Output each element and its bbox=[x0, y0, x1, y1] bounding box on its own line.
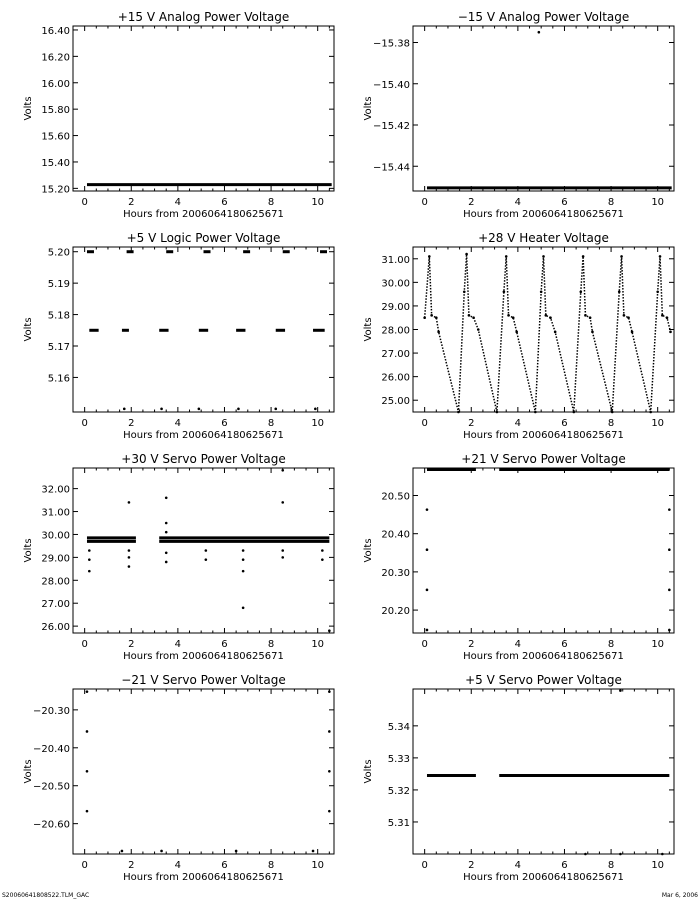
data-point bbox=[237, 408, 240, 411]
x-tick-label: 10 bbox=[311, 639, 325, 650]
data-point bbox=[88, 570, 91, 573]
y-tick-label: 20.30 bbox=[381, 567, 410, 579]
y-tick-label: −15.44 bbox=[372, 162, 410, 174]
plot-frame bbox=[413, 468, 674, 633]
y-tick-label: −15.38 bbox=[372, 38, 410, 50]
y-tick-label: 28.00 bbox=[381, 325, 410, 337]
data-point bbox=[328, 810, 331, 813]
data-point bbox=[321, 558, 324, 561]
y-tick-label: 5.33 bbox=[387, 753, 410, 765]
x-tick-label: 2 bbox=[468, 418, 475, 429]
x-axis-label: Hours from 2006064180625671 bbox=[123, 430, 284, 441]
x-tick-label: 0 bbox=[81, 197, 88, 208]
data-point bbox=[198, 408, 201, 411]
data-point bbox=[426, 589, 429, 592]
x-tick-label: 10 bbox=[651, 197, 665, 208]
data-point bbox=[281, 549, 284, 552]
y-tick-label: 26.00 bbox=[41, 622, 70, 634]
y-tick-label: 15.20 bbox=[41, 184, 70, 196]
x-axis-label: Hours from 2006064180625671 bbox=[463, 430, 624, 441]
data-point bbox=[281, 501, 284, 504]
chart-title: −15 V Analog Power Voltage bbox=[457, 10, 630, 24]
y-tick-label: −20.30 bbox=[32, 705, 70, 717]
chart-5 bbox=[363, 452, 674, 662]
x-tick-label: 6 bbox=[221, 860, 228, 871]
data-point bbox=[321, 549, 324, 552]
data-point bbox=[165, 522, 168, 525]
x-tick-label: 2 bbox=[468, 639, 475, 650]
x-tick-label: 0 bbox=[421, 639, 428, 650]
data-point bbox=[281, 556, 284, 559]
data-point bbox=[426, 629, 429, 632]
y-axis-label: Volts bbox=[363, 538, 374, 563]
data-point bbox=[165, 551, 168, 554]
x-tick-label: 2 bbox=[468, 197, 475, 208]
x-tick-label: 8 bbox=[607, 860, 615, 871]
y-tick-label: 5.18 bbox=[47, 310, 70, 322]
chart-2 bbox=[23, 231, 334, 441]
chart-title: +21 V Servo Power Voltage bbox=[461, 452, 626, 466]
chart-4 bbox=[23, 452, 334, 662]
x-axis-label: Hours from 2006064180625671 bbox=[463, 872, 624, 883]
x-tick-label: 6 bbox=[561, 418, 568, 429]
chart-title: +30 V Servo Power Voltage bbox=[121, 452, 286, 466]
x-tick-label: 4 bbox=[174, 860, 182, 871]
x-axis-label: Hours from 2006064180625671 bbox=[463, 651, 624, 662]
data-point bbox=[128, 565, 131, 568]
chart-7 bbox=[363, 673, 674, 883]
y-tick-label: 5.16 bbox=[47, 373, 70, 385]
data-point bbox=[165, 531, 168, 534]
x-tick-label: 4 bbox=[514, 418, 522, 429]
y-tick-label: 26.00 bbox=[381, 372, 410, 384]
x-tick-label: 6 bbox=[561, 860, 568, 871]
y-tick-label: 15.80 bbox=[41, 105, 70, 117]
x-tick-label: 8 bbox=[607, 639, 615, 650]
chart-title: +5 V Servo Power Voltage bbox=[465, 673, 622, 687]
data-point bbox=[123, 408, 126, 411]
y-tick-label: 15.40 bbox=[41, 157, 70, 169]
chart-1 bbox=[363, 10, 674, 220]
y-tick-label: 16.00 bbox=[41, 78, 70, 90]
y-axis-label: Volts bbox=[23, 96, 34, 121]
y-tick-label: 5.20 bbox=[47, 247, 70, 259]
data-point bbox=[314, 408, 317, 411]
x-tick-label: 6 bbox=[561, 639, 568, 650]
data-point bbox=[165, 561, 168, 564]
y-tick-label: 30.00 bbox=[41, 530, 70, 542]
x-tick-label: 4 bbox=[174, 418, 182, 429]
y-tick-label: −15.42 bbox=[372, 121, 410, 132]
x-tick-label: 2 bbox=[468, 860, 475, 871]
x-tick-label: 10 bbox=[651, 418, 665, 429]
y-tick-label: −20.60 bbox=[32, 819, 70, 831]
data-point bbox=[242, 570, 245, 573]
x-tick-label: 0 bbox=[421, 197, 428, 208]
chart-title: −21 V Servo Power Voltage bbox=[121, 673, 286, 687]
data-point bbox=[426, 548, 429, 551]
data-point bbox=[86, 730, 89, 733]
x-tick-label: 6 bbox=[221, 197, 228, 208]
y-tick-label: 32.00 bbox=[41, 484, 70, 496]
y-tick-label: −20.50 bbox=[32, 781, 70, 793]
chart-3 bbox=[363, 231, 674, 441]
x-tick-label: 8 bbox=[267, 860, 275, 871]
data-point bbox=[668, 589, 671, 592]
data-point bbox=[242, 606, 245, 609]
y-tick-label: 16.40 bbox=[41, 25, 70, 37]
y-axis-label: Volts bbox=[23, 538, 34, 563]
data-point bbox=[312, 850, 315, 853]
y-tick-label: 5.17 bbox=[47, 342, 70, 353]
data-point bbox=[328, 770, 331, 773]
data-point bbox=[88, 558, 91, 561]
x-tick-label: 2 bbox=[128, 639, 135, 650]
y-axis-label: Volts bbox=[23, 317, 34, 342]
x-tick-label: 10 bbox=[311, 418, 325, 429]
y-tick-label: 5.19 bbox=[47, 279, 70, 291]
y-tick-label: 30.00 bbox=[381, 278, 410, 290]
x-axis-label: Hours from 2006064180625671 bbox=[463, 209, 624, 220]
data-point bbox=[426, 508, 429, 511]
chart-title: +15 V Analog Power Voltage bbox=[117, 10, 290, 24]
y-tick-label: −20.40 bbox=[32, 743, 70, 755]
y-tick-label: 5.32 bbox=[387, 785, 410, 797]
chart-title: +28 V Heater Voltage bbox=[478, 231, 609, 245]
y-tick-label: 20.20 bbox=[381, 606, 410, 618]
data-point bbox=[86, 690, 89, 693]
x-tick-label: 10 bbox=[311, 197, 325, 208]
x-tick-label: 8 bbox=[267, 197, 275, 208]
chart-6 bbox=[23, 673, 334, 883]
y-tick-label: 16.20 bbox=[41, 52, 70, 64]
chart-title: +5 V Logic Power Voltage bbox=[126, 231, 281, 245]
data-point bbox=[205, 549, 208, 552]
y-tick-label: 27.00 bbox=[41, 599, 70, 611]
data-point bbox=[128, 501, 131, 504]
x-tick-label: 0 bbox=[81, 639, 88, 650]
x-tick-label: 2 bbox=[128, 418, 135, 429]
plot-frame bbox=[73, 468, 334, 633]
x-tick-label: 8 bbox=[267, 639, 275, 650]
data-point bbox=[274, 408, 277, 411]
y-axis-label: Volts bbox=[363, 317, 374, 342]
footer-date-label: Mar 6, 2006 bbox=[661, 892, 698, 899]
data-point bbox=[121, 850, 124, 853]
plot-frame bbox=[73, 26, 334, 191]
x-tick-label: 10 bbox=[651, 639, 665, 650]
y-axis-label: Volts bbox=[363, 96, 374, 121]
plot-frame bbox=[413, 689, 674, 854]
y-tick-label: 15.60 bbox=[41, 131, 70, 143]
data-point bbox=[128, 549, 131, 552]
x-tick-label: 10 bbox=[311, 860, 325, 871]
x-tick-label: 0 bbox=[81, 860, 88, 871]
x-tick-label: 6 bbox=[221, 418, 228, 429]
data-point bbox=[619, 853, 622, 856]
data-point bbox=[242, 558, 245, 561]
y-tick-label: 29.00 bbox=[41, 553, 70, 565]
data-point bbox=[619, 689, 622, 692]
y-axis-label: Volts bbox=[23, 759, 34, 784]
data-point bbox=[86, 810, 89, 813]
data-point bbox=[160, 408, 163, 411]
data-point bbox=[205, 558, 208, 561]
data-point bbox=[242, 549, 245, 552]
data-point bbox=[281, 469, 284, 472]
data-point bbox=[584, 853, 587, 856]
data-point bbox=[328, 730, 331, 733]
y-tick-label: 20.50 bbox=[381, 491, 410, 503]
x-tick-label: 6 bbox=[221, 639, 228, 650]
x-tick-label: 10 bbox=[651, 860, 665, 871]
y-axis-label: Volts bbox=[363, 759, 374, 784]
data-point bbox=[538, 31, 541, 34]
x-tick-label: 8 bbox=[267, 418, 275, 429]
chart-0 bbox=[23, 10, 334, 220]
heater-voltage-trace bbox=[425, 254, 671, 412]
y-tick-label: 31.00 bbox=[41, 507, 70, 519]
data-point bbox=[661, 853, 664, 856]
data-point bbox=[235, 850, 238, 853]
data-point bbox=[668, 508, 671, 511]
x-tick-label: 4 bbox=[174, 639, 182, 650]
x-tick-label: 0 bbox=[421, 418, 428, 429]
x-tick-label: 8 bbox=[607, 197, 615, 208]
plot-frame bbox=[413, 26, 674, 191]
x-tick-label: 8 bbox=[607, 418, 615, 429]
data-point bbox=[160, 850, 163, 853]
y-tick-label: 28.00 bbox=[41, 576, 70, 588]
y-tick-label: 31.00 bbox=[381, 254, 410, 266]
x-tick-label: 0 bbox=[81, 418, 88, 429]
data-point bbox=[128, 556, 131, 559]
x-tick-label: 4 bbox=[514, 860, 522, 871]
x-tick-label: 4 bbox=[174, 197, 182, 208]
data-point bbox=[668, 548, 671, 551]
x-tick-label: 2 bbox=[128, 860, 135, 871]
data-point bbox=[328, 629, 331, 632]
data-point bbox=[165, 496, 168, 499]
x-tick-label: 2 bbox=[128, 197, 135, 208]
x-tick-label: 4 bbox=[514, 639, 522, 650]
x-axis-label: Hours from 2006064180625671 bbox=[123, 651, 284, 662]
x-axis-label: Hours from 2006064180625671 bbox=[123, 872, 284, 883]
y-tick-label: 5.31 bbox=[387, 817, 410, 829]
y-tick-label: 5.34 bbox=[387, 721, 410, 733]
data-point bbox=[86, 770, 89, 773]
y-tick-label: 29.00 bbox=[381, 301, 410, 313]
data-point bbox=[328, 690, 331, 693]
footer-file-label: S20060641808522.TLM_GAC bbox=[2, 892, 90, 899]
data-point bbox=[88, 549, 91, 552]
y-tick-label: 27.00 bbox=[381, 349, 410, 361]
x-tick-label: 0 bbox=[421, 860, 428, 871]
x-tick-label: 6 bbox=[561, 197, 568, 208]
y-tick-label: 20.40 bbox=[381, 529, 410, 541]
x-axis-label: Hours from 2006064180625671 bbox=[123, 209, 284, 220]
data-point bbox=[668, 629, 671, 632]
y-tick-label: −15.40 bbox=[372, 79, 410, 91]
x-tick-label: 4 bbox=[514, 197, 522, 208]
plot-frame bbox=[73, 689, 334, 854]
y-tick-label: 25.00 bbox=[381, 396, 410, 408]
